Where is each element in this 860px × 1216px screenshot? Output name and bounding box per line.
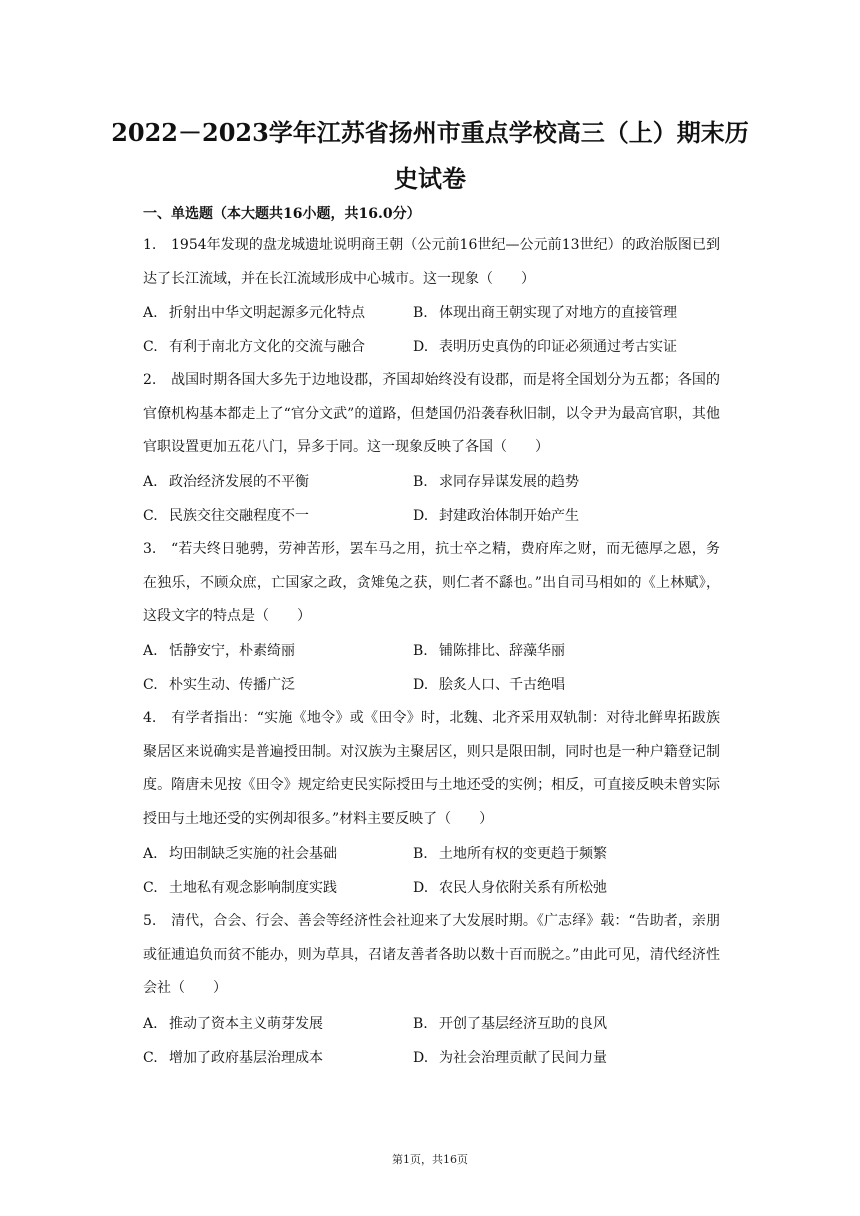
option-text: 求同存异谋发展的趋势: [439, 474, 579, 490]
option-letter: A.: [143, 474, 158, 490]
option-letter: C.: [143, 677, 158, 693]
page-footer: 第1页，共16页: [392, 1153, 468, 1166]
option-letter: B.: [413, 846, 428, 862]
option-text: 政治经济发展的不平衡: [169, 474, 309, 490]
option-b: [413, 471, 579, 493]
option-text: 铺陈排比、辞藻华丽: [439, 643, 565, 659]
option-d: [413, 877, 607, 899]
option-b: [413, 843, 607, 865]
option-a: [143, 302, 365, 324]
option-text: 体现出商王朝实现了对地方的直接管理: [439, 305, 677, 321]
option-letter: B.: [413, 643, 428, 659]
question-number: 1.: [143, 237, 157, 253]
option-d: [413, 505, 579, 527]
question-4: [143, 702, 720, 836]
question-5: [143, 905, 720, 1006]
option-text: 脍炙人口、千古绝唱: [439, 677, 565, 693]
option-text: 民族交往交融程度不一: [169, 508, 309, 524]
option-text: 均田制缺乏实施的社会基础: [169, 846, 337, 862]
section-heading: 一、单选题（本大题共16小题，共16.0分）: [143, 206, 421, 222]
question-number: 2.: [143, 372, 157, 388]
question-stem: 有学者指出：“实施《地令》或《田令》时，北魏、北齐采用双轨制：对待北鲜卑拓跋族聚居区来说确实是普遍授田制。对汉族为主聚居区，则只是限田制，同时也是一种户籍登记制度。隋唐未见按《田令》规定给吏民实际授田与土地还受的实例；相反，可直接反映未曾实际授田与土地还受的实例却很多。”材料主要反映了（ ）: [143, 710, 720, 827]
question-number: 3.: [143, 541, 157, 557]
option-a: [143, 640, 295, 662]
option-letter: D.: [413, 339, 429, 355]
option-letter: A.: [143, 643, 158, 659]
option-c: [143, 505, 309, 527]
option-letter: B.: [413, 474, 428, 490]
question-stem: 清代，合会、行会、善会等经济性会社迎来了大发展时期。《广志绎》载：“告助者，亲朋或征逋追负而贫不能办，则为草具，召诸友善者各助以数十百而脱之。”由此可见，清代经济性会社（ ）: [143, 913, 720, 996]
question-stem: “若夫终日驰骋，劳神苦形，罢车马之用，抗士卒之精，费府库之财，而无德厚之恩，务在独乐，不顾众庶，亡国家之政，贪雉兔之获，则仁者不繇也。”出自司马相如的《上林赋》，这段文字的特点是（ ）: [143, 541, 720, 624]
option-b: [413, 1013, 607, 1035]
option-d: [413, 336, 677, 358]
question-1: [143, 229, 720, 296]
option-letter: C.: [143, 1050, 158, 1066]
option-b: [413, 302, 677, 324]
option-letter: B.: [413, 1016, 428, 1032]
option-letter: A.: [143, 305, 158, 321]
option-text: 土地私有观念影响制度实践: [169, 880, 337, 896]
option-letter: C.: [143, 339, 158, 355]
question-3: [143, 533, 720, 634]
option-c: [143, 877, 337, 899]
option-letter: C.: [143, 508, 158, 524]
option-text: 表明历史真伪的印证必须通过考古实证: [439, 339, 677, 355]
option-letter: A.: [143, 1016, 158, 1032]
option-d: [413, 1047, 607, 1069]
option-letter: A.: [143, 846, 158, 862]
option-c: [143, 674, 295, 696]
option-a: [143, 471, 309, 493]
option-text: 封建政治体制开始产生: [439, 508, 579, 524]
option-text: 推动了资本主义萌芽发展: [169, 1016, 323, 1032]
option-text: 恬静安宁，朴素绮丽: [169, 643, 295, 659]
option-b: [413, 640, 565, 662]
option-text: 折射出中华文明起源多元化特点: [169, 305, 365, 321]
option-text: 开创了基层经济互助的良风: [439, 1016, 607, 1032]
question-stem: 战国时期各国大多先于边地设郡，齐国却始终没有设郡，而是将全国划分为五都；各国的官僚机构基本都走上了“官分文武”的道路，但楚国仍沿袭春秋旧制，以令尹为最高官职，其他官职设置更加五花八门，异多于同。这一现象反映了各国（ ）: [143, 372, 720, 455]
option-letter: D.: [413, 880, 429, 896]
page-title: 2022－2023学年江苏省扬州市重点学校高三（上）期末历史试卷: [111, 118, 749, 193]
question-stem: 1954年发现的盘龙城遗址说明商王朝（公元前16世纪—公元前13世纪）的政治版图已到达了长江流域，并在长江流域形成中心城市。这一现象（ ）: [143, 237, 720, 287]
option-letter: C.: [143, 880, 158, 896]
question-2: [143, 364, 720, 465]
option-c: [143, 336, 365, 358]
option-letter: D.: [413, 677, 429, 693]
option-letter: D.: [413, 1050, 429, 1066]
option-d: [413, 674, 565, 696]
option-a: [143, 1013, 323, 1035]
option-letter: B.: [413, 305, 428, 321]
option-text: 有利于南北方文化的交流与融合: [169, 339, 365, 355]
option-c: [143, 1047, 323, 1069]
option-text: 为社会治理贡献了民间力量: [439, 1050, 607, 1066]
option-text: 农民人身依附关系有所松弛: [439, 880, 607, 896]
option-letter: D.: [413, 508, 429, 524]
option-text: 朴实生动、传播广泛: [169, 677, 295, 693]
option-text: 土地所有权的变更趋于频繁: [439, 846, 607, 862]
option-a: [143, 843, 337, 865]
option-text: 增加了政府基层治理成本: [169, 1050, 323, 1066]
question-number: 5.: [143, 913, 157, 929]
question-number: 4.: [143, 710, 157, 726]
